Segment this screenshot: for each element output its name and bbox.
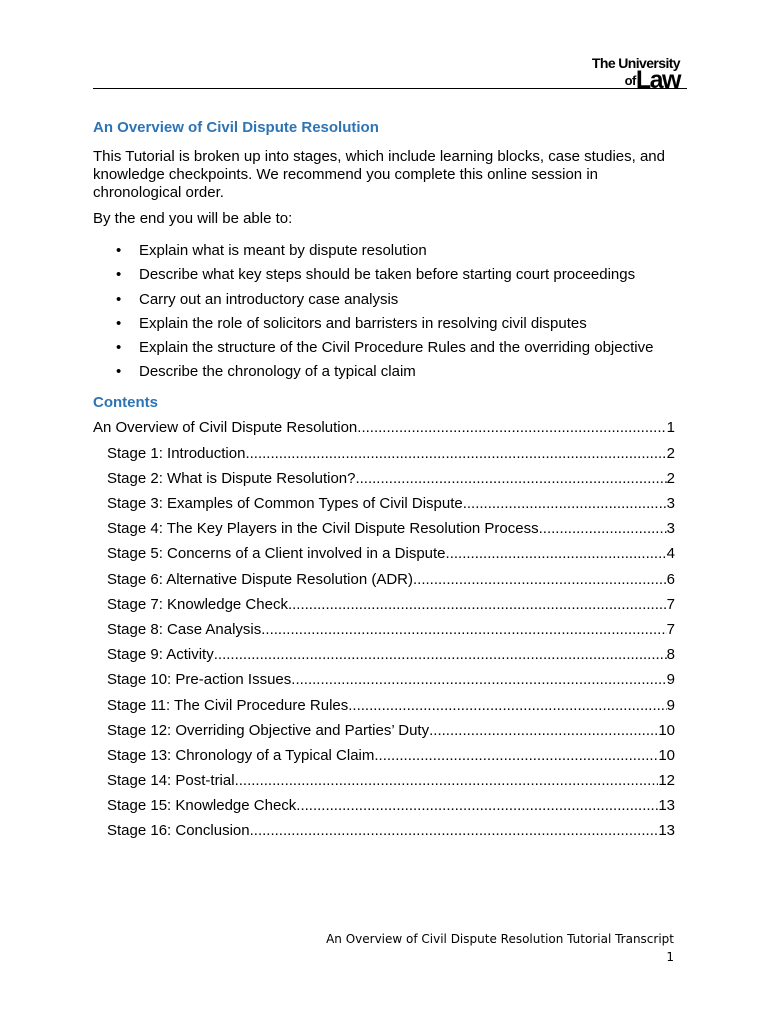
toc-entry[interactable] — [93, 495, 675, 520]
toc-entry[interactable] — [93, 419, 675, 444]
logo-line1: The University — [591, 55, 680, 71]
toc-page[interactable]: 4 — [666, 545, 675, 563]
toc-leader — [446, 545, 667, 563]
toc-leader — [296, 797, 658, 815]
objective-text: Describe the chronology of a typical claim — [139, 363, 416, 381]
toc-page[interactable]: 9 — [666, 671, 675, 689]
toc-leader — [463, 495, 667, 513]
toc-leader — [235, 772, 659, 790]
toc-page[interactable]: 8 — [666, 646, 675, 664]
logo-law: Law — [635, 66, 680, 94]
logo-line2 — [592, 68, 680, 93]
bullet-icon: • — [116, 339, 122, 357]
toc-title[interactable]: Stage 16: Conclusion — [107, 822, 250, 840]
objective-item — [93, 339, 683, 357]
objective-item — [93, 363, 683, 381]
toc-leader — [261, 621, 666, 639]
objective-item — [93, 315, 683, 333]
bullet-icon: • — [116, 242, 122, 259]
objective-text: Explain the structure of the Civil Procedure Rules and the overriding objective — [139, 339, 654, 357]
bullet-icon: • — [116, 290, 122, 308]
toc-leader — [539, 520, 667, 538]
toc-entry[interactable] — [93, 646, 675, 671]
toc-leader — [355, 470, 666, 488]
toc-leader — [245, 445, 666, 463]
table-of-contents — [93, 419, 683, 847]
logo-of: of — [624, 73, 636, 88]
toc-leader — [413, 571, 667, 589]
toc-leader — [250, 822, 659, 840]
toc-title[interactable]: Stage 11: The Civil Procedure Rules — [107, 696, 349, 714]
contents-heading: Contents — [93, 394, 158, 412]
bullet-icon: • — [116, 363, 122, 381]
toc-leader — [374, 747, 658, 765]
toc-title[interactable]: Stage 10: Pre-action Issues — [107, 671, 292, 689]
objective-text: Describe what key steps should be taken before starting court proceedings — [139, 266, 636, 284]
document-title: An Overview of Civil Dispute Resolution — [93, 119, 379, 136]
page-footer — [326, 930, 674, 966]
toc-title[interactable]: Stage 4: The Key Players in the Civil Dispute Resolution Process — [107, 520, 539, 538]
toc-leader — [288, 596, 667, 614]
document-body — [93, 118, 683, 848]
toc-entry[interactable] — [93, 747, 675, 772]
objective-item — [93, 291, 683, 309]
toc-title[interactable]: Stage 9: Activity — [107, 646, 214, 664]
toc-title[interactable]: Stage 5: Concerns of a Client involved in a Dispute — [107, 545, 446, 563]
toc-title[interactable]: Stage 14: Post-trial — [107, 772, 235, 790]
toc-entry[interactable] — [93, 822, 675, 847]
objective-text: Explain what is meant by dispute resolution — [139, 242, 427, 259]
toc-title[interactable]: Stage 15: Knowledge Check — [107, 797, 297, 815]
toc-page[interactable]: 1 — [666, 419, 675, 437]
toc-page[interactable]: 6 — [666, 570, 675, 588]
toc-entry[interactable] — [93, 545, 675, 570]
toc-page[interactable]: 13 — [658, 822, 675, 840]
toc-entry[interactable] — [93, 571, 675, 596]
toc-title[interactable]: Stage 8: Case Analysis — [107, 620, 262, 638]
footer-title: An Overview of Civil Dispute Resolution Tutorial Transcript — [326, 932, 674, 946]
toc-title[interactable]: Stage 7: Knowledge Check — [107, 595, 288, 613]
toc-leader — [429, 722, 658, 740]
toc-entry[interactable] — [93, 470, 675, 495]
toc-page[interactable]: 7 — [666, 620, 675, 638]
toc-title[interactable]: Stage 12: Overriding Objective and Parties’ Duty — [107, 721, 430, 739]
bullet-icon: • — [116, 314, 122, 332]
toc-entry[interactable] — [93, 697, 675, 722]
bullet-icon: • — [116, 266, 122, 284]
toc-entry[interactable] — [93, 445, 675, 470]
footer-page-number: 1 — [666, 950, 674, 964]
intro-paragraph: This Tutorial is broken up into stages, which include learning blocks, case studies, and knowledge checkpoints. We recommend you complete this online session in chronological order. — [93, 148, 665, 201]
toc-entry[interactable] — [93, 596, 675, 621]
header-rule — [93, 88, 687, 89]
toc-page[interactable]: 3 — [666, 520, 675, 538]
objective-item — [93, 266, 683, 284]
toc-page[interactable]: 3 — [666, 495, 675, 513]
toc-page[interactable]: 10 — [658, 746, 675, 764]
toc-title[interactable]: An Overview of Civil Dispute Resolution — [93, 419, 358, 437]
toc-page[interactable]: 2 — [666, 444, 675, 462]
objective-item — [93, 242, 683, 260]
toc-leader — [291, 671, 666, 689]
toc-page[interactable]: 13 — [658, 797, 675, 815]
toc-title[interactable]: Stage 2: What is Dispute Resolution? — [107, 469, 356, 487]
toc-leader — [214, 646, 667, 664]
toc-entry[interactable] — [93, 621, 675, 646]
toc-title[interactable]: Stage 6: Alternative Dispute Resolution (ADR) — [107, 570, 413, 588]
toc-leader — [348, 697, 666, 715]
objective-text: Explain the role of solicitors and barristers in resolving civil disputes — [139, 314, 587, 332]
toc-leader — [357, 419, 666, 437]
toc-entry[interactable] — [93, 671, 675, 696]
toc-entry[interactable] — [93, 722, 675, 747]
toc-entry[interactable] — [93, 520, 675, 545]
by-end-paragraph: By the end you will be able to: — [93, 210, 293, 227]
toc-page[interactable]: 7 — [666, 595, 675, 613]
toc-entry[interactable] — [93, 797, 675, 822]
toc-page[interactable]: 10 — [658, 721, 675, 739]
objectives-list — [93, 242, 683, 381]
toc-page[interactable]: 12 — [658, 772, 675, 790]
toc-page[interactable]: 2 — [666, 469, 675, 487]
toc-title[interactable]: Stage 13: Chronology of a Typical Claim — [107, 746, 375, 764]
toc-entry[interactable] — [93, 772, 675, 797]
toc-title[interactable]: Stage 3: Examples of Common Types of Civil Dispute — [107, 495, 463, 513]
objective-text: Carry out an introductory case analysis — [139, 290, 399, 308]
toc-page[interactable]: 9 — [666, 696, 675, 714]
toc-title[interactable]: Stage 1: Introduction — [107, 444, 246, 462]
